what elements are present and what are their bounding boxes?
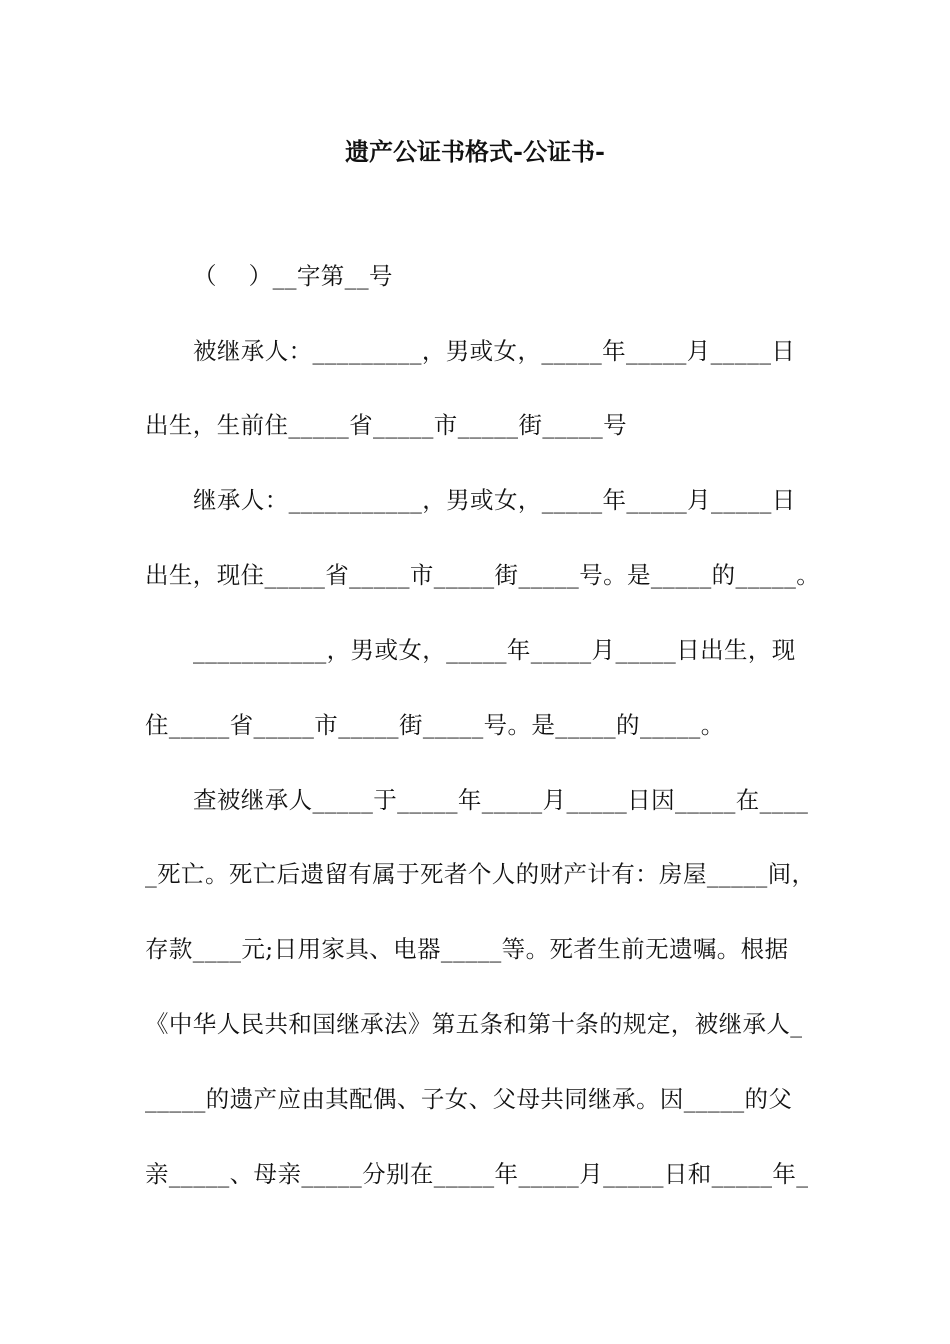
paragraph-line: _死亡。死亡后遗留有属于死者个人的财产计有：房屋_____间， [145, 860, 816, 888]
paragraph-line: 查被继承人_____于_____年_____月_____日因_____在____ [193, 786, 809, 814]
paragraph-line: 亲_____、母亲_____分别在_____年_____月_____日和_____年_ [145, 1160, 809, 1188]
paragraph-line: ___________，男或女，_____年_____月_____日出生，现 [193, 636, 796, 664]
paragraph-line: 被继承人：_________，男或女，_____年_____月_____日 [193, 337, 796, 365]
paragraph-line: 住_____省_____市_____街_____号。是_____的_____。 [145, 711, 725, 739]
document-number-line: （ ）__字第__号 [193, 262, 393, 290]
paragraph-line: 继承人：___________，男或女，_____年_____月_____日 [193, 486, 796, 514]
paragraph-line: 出生，现住_____省_____市_____街_____号。是_____的_____。 [145, 561, 821, 589]
paragraph-line: 出生，生前住_____省_____市_____街_____号 [145, 411, 627, 439]
paragraph-line: _____的遗产应由其配偶、子女、父母共同继承。因_____的父 [145, 1085, 793, 1113]
paragraph-line: 《中华人民共和国继承法》第五条和第十条的规定，被继承人_ [145, 1010, 803, 1038]
paragraph-line: 存款____元;日用家具、电器_____等。死者生前无遗嘱。根据 [145, 935, 789, 963]
document-title: 遗产公证书格式-公证书- [345, 137, 605, 166]
